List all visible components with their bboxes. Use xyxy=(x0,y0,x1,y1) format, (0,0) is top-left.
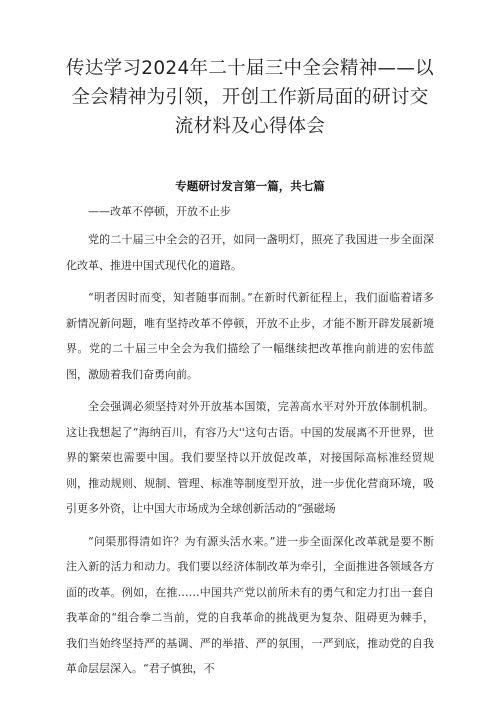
paragraph: “明者因时而变，知者随事而制。”在新时代新征程上，我们面临着诸多新情况新问题，唯有坚持改革不停顿，开放不止步，才能不断开辟发展新境界。党的二十届三中全会为我们描绘了一幅继续把改革推向前进的宏伟蓝图，激励着我们奋勇向前。 xyxy=(66,291,434,381)
paragraph: 党的二十届三中全会的召开，如同一盏明灯，照亮了我国进一步全面深化改革、推进中国式现代化的道路。 xyxy=(66,233,434,272)
document-title: 传达学习2024年二十届三中全会精神——以全会精神为引领，开创工作新局面的研讨交流材料及心得体会 xyxy=(66,58,434,137)
section-heading: 专题研讨发言第一篇，共七篇 xyxy=(175,179,325,193)
paragraph: 全会强调必须坚持对外开放基本国策，完善高水平对外开放体制机制。这让我想起了“海纳百川，有容乃大''这句古语。中国的发展离不开世界，世界的繁荣也需要中国。我们要坚持以开放促改革，对接国际高标准经贸规则，推动规则、规制、管理、标准等制度型开放，进一步优化营商环境，吸引更多外资，让中国大市场成为全球创新活动的“强磁场 xyxy=(66,400,434,515)
paragraph: “问渠那得清如许？为有源头活水来。”进一步全面深化改革就是要不断注入新的活力和动力。我们要以经济体制改革为牵引，全面推进各领域各方面的改革。例如，在推……中国共产党以前所未有的勇气和定力打出一套自我革命的“组合拳二当前，党的自我革命的挑战更为复杂、阻碍更为棘手，我们当始终坚持严的基调、严的举措、严的氛围，一严到底，推动党的自我革命层层深入。“君子慎独，不 xyxy=(66,534,434,675)
section-subtitle: ——改革不停顿，开放不止步 xyxy=(88,205,231,218)
